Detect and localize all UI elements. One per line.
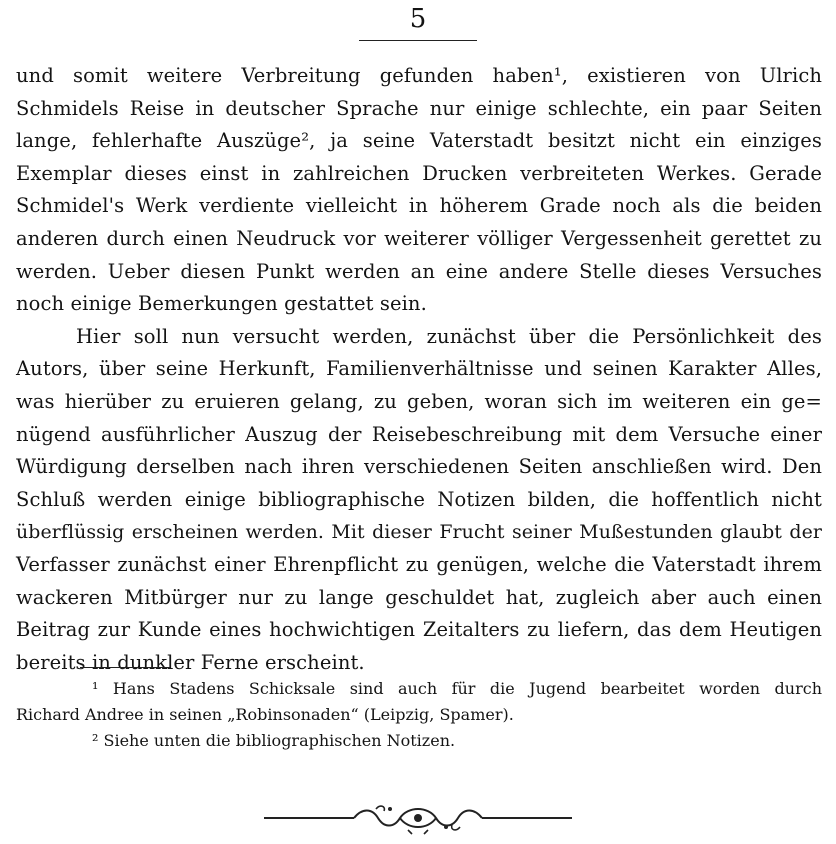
footnote-line: Richard Andree in seinen „Robinsonaden“ (Leipzig, Spamer).: [16, 705, 514, 724]
page-number: 5: [409, 4, 427, 34]
text-line: Schluß werden einige bibliographische Notizen bilden, die hoffentlich nicht: [16, 487, 822, 511]
text-line: Autors, über seine Herkunft, Familienverhältnisse und seinen Karakter Alles,: [16, 357, 822, 381]
text-line: Exemplar dieses einst in zahlreichen Drucken verbreiteten Werkes. Gerade: [16, 161, 822, 185]
text-line: noch einige Bemerkungen gestattet sein.: [16, 292, 427, 316]
text-line: und somit weitere Verbreitung gefunden haben¹, existieren von Ulrich: [16, 64, 822, 87]
text-line: anderen durch einen Neudruck vor weiterer völliger Vergessenheit gerettet zu: [16, 226, 822, 250]
text-line: Hier soll nun versucht werden, zunächst über die Persönlichkeit des: [76, 324, 822, 348]
footnote-line: ¹ Hans Stadens Schicksale sind auch für die Jugend bearbeitet worden durch: [92, 679, 822, 698]
text-line: Schmidels Reise in deutscher Sprache nur einige schlechte, ein paar Seiten: [16, 96, 822, 120]
footnote-line: ² Siehe unten die bibliographischen Notizen.: [92, 731, 456, 750]
text-line: bereits in dunkler Ferne erscheint.: [16, 650, 365, 674]
body-text: [16, 60, 822, 679]
text-line: wackeren Mitbürger nur zu lange geschuldet hat, zugleich aber auch einen: [16, 585, 822, 609]
ornament-vignette-icon: [258, 800, 578, 836]
footnotes: [16, 676, 822, 754]
text-line: Würdigung derselben nach ihren verschiedenen Seiten anschließen wird. Den: [16, 455, 822, 479]
text-line: nügend ausführlicher Auszug der Reisebeschreibung mit dem Versuche einer: [16, 422, 822, 446]
footnote-rule: [80, 667, 170, 668]
text-line: Verfasser zunächst einer Ehrenpflicht zu genügen, welche die Vaterstadt ihrem: [16, 552, 822, 576]
text-line: Beitrag zur Kunde eines hochwichtigen Zeitalters zu liefern, das dem Heutigen: [16, 618, 822, 642]
text-line: werden. Ueber diesen Punkt werden an eine andere Stelle dieses Versuches: [16, 259, 822, 283]
text-line: lange, fehlerhafte Auszüge², ja seine Vaterstadt besitzt nicht ein einziges: [16, 129, 822, 153]
header-rule: [359, 40, 477, 41]
text-line: was hierüber zu eruieren gelang, zu geben, woran sich im weiteren ein ge=: [16, 389, 822, 413]
text-line: überflüssig erscheinen werden. Mit dieser Frucht seiner Mußestunden glaubt der: [16, 521, 822, 544]
text-line: Schmidel's Werk verdiente vielleicht in höherem Grade noch als die beiden: [16, 194, 822, 218]
